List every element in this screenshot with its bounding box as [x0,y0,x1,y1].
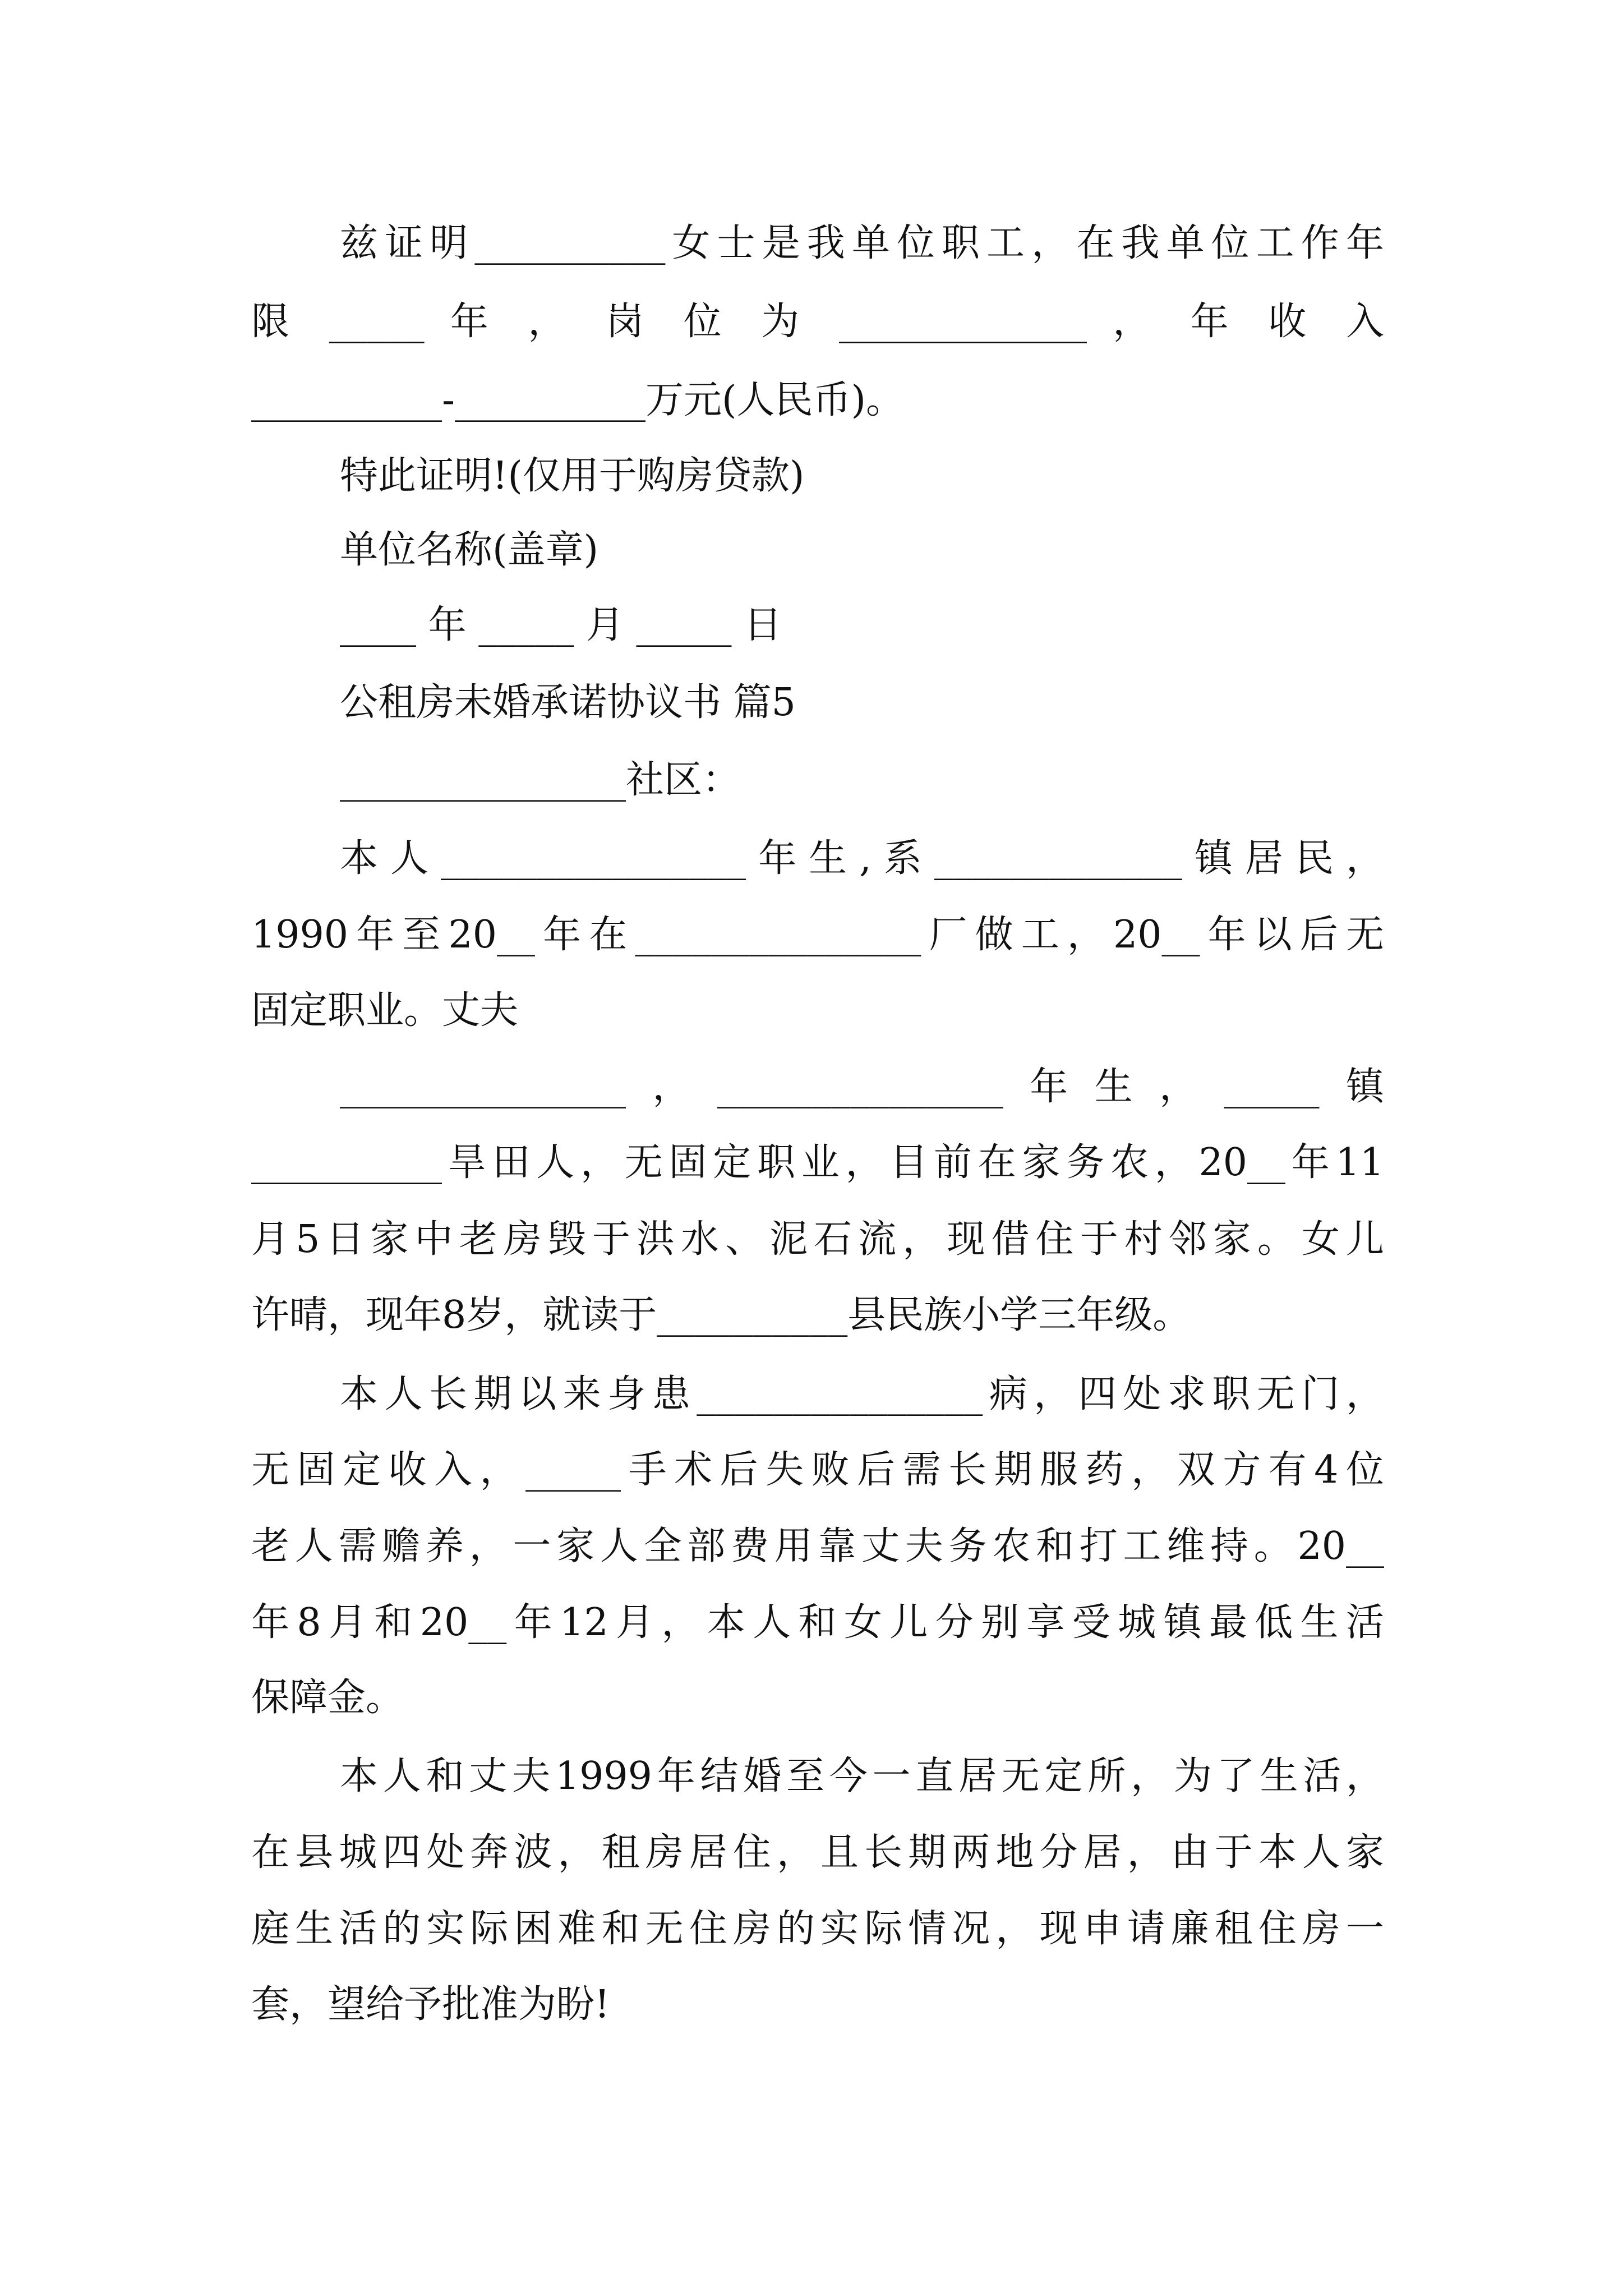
paragraph-line: 单位名称(盖章) [340,528,599,572]
paragraph-line: 月5日家中老房毁于洪水、泥石流，现借住于村邻家。女儿 [251,1217,1384,1262]
paragraph-line: 兹证明__________女士是我单位职工，在我单位工作年 [340,221,1384,265]
paragraph-line: 老人需赡养，一家人全部费用靠丈夫务农和打工维持。20__ [251,1524,1384,1568]
section-title: 公租房未婚承诺协议书 篇5 [340,680,796,725]
paragraph-line: 限 _____ 年 ， 岗 位 为 _____________ ， 年 收 入 [251,300,1384,344]
paragraph-line: 套，望给予批准为盼! [251,1982,610,2027]
date-line: ____ 年 _____ 月 _____ 日 [340,603,782,647]
salutation: _______________社区： [340,758,741,802]
paragraph-line: 1990年至20__年在_______________厂做工，20__年以后无 [251,913,1384,957]
paragraph-line: 固定职业。丈夫 [251,988,519,1033]
paragraph-line: 无固定收入，_____手术后失败后需长期服药，双方有4位 [251,1448,1384,1492]
paragraph-line: 本人和丈夫1999年结婚至今一直居无定所，为了生活， [340,1754,1384,1798]
paragraph-line: 保障金。 [251,1676,404,1720]
paragraph-line: 特此证明!(仅用于购房贷款) [340,454,805,498]
paragraph-line: _______________，_______________年生，_____镇 [340,1065,1384,1109]
paragraph-line: __________旱田人，无固定职业，目前在家务农，20__年11 [251,1140,1384,1185]
paragraph-line: 本人长期以来身患_______________病，四处求职无门， [340,1372,1384,1416]
paragraph-line: 在县城四处奔波，租房居住，且长期两地分居，由于本人家 [251,1830,1384,1875]
paragraph-line: 年8月和20__年12月，本人和女儿分别享受城镇最低生活 [251,1600,1384,1645]
paragraph-line: 许晴，现年8岁，就读于__________县民族小学三年级。 [251,1293,1191,1337]
paragraph-line: __________-__________万元(人民币)。 [251,378,905,422]
paragraph-line: 本人________________年生,系_____________镇居民， [340,836,1384,881]
paragraph-line: 庭生活的实际困难和无住房的实际情况，现申请廉租住房一 [251,1907,1384,1951]
